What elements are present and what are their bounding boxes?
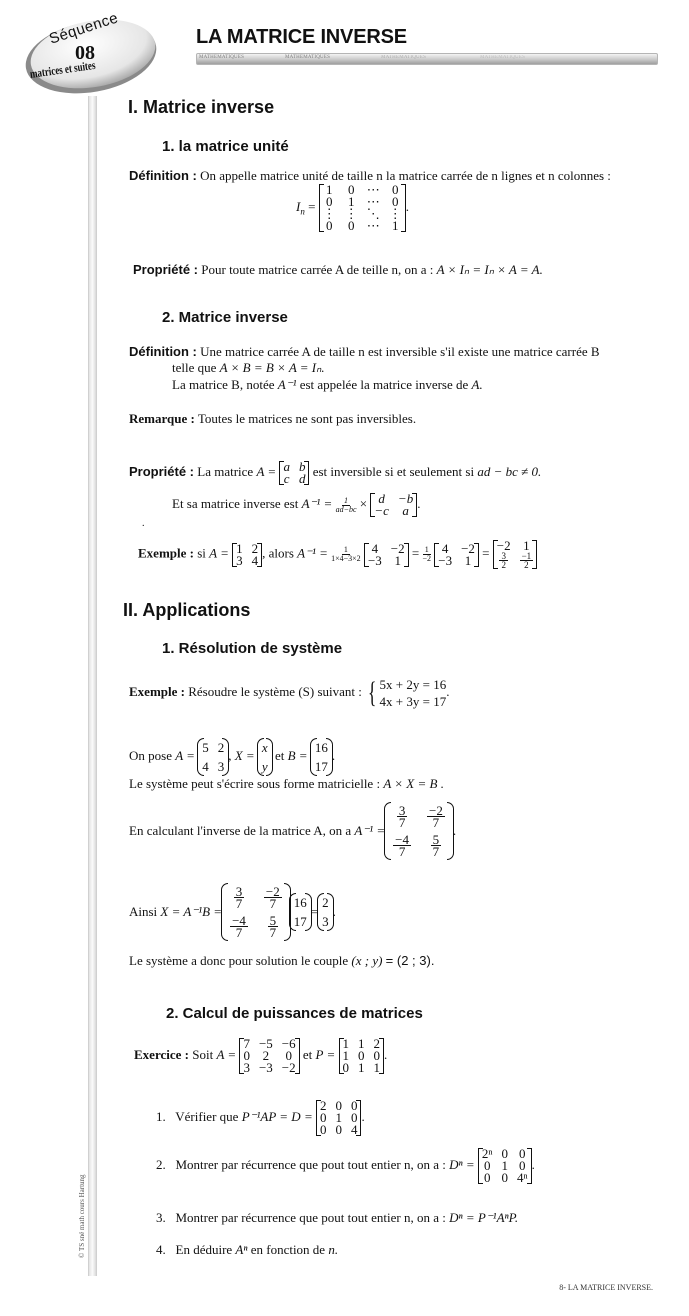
matrix-D	[316, 1100, 362, 1136]
definition-line3	[172, 377, 483, 393]
example-lhs: A⁻¹ =	[297, 545, 328, 561]
matrix-abcd	[279, 461, 309, 485]
header-bar-label: MATHEMATIQUES	[285, 55, 331, 60]
matrix-cell: 0	[519, 1146, 526, 1161]
logo-sequence-number: 08	[75, 42, 95, 64]
matrix-cell: $\frac{-1}{2}$	[521, 551, 532, 570]
definition-line2	[172, 360, 325, 376]
matrix-A-3x3	[239, 1038, 299, 1074]
header-bar-label: MATHEMATIQUES	[199, 55, 245, 60]
matrix-cell: −2	[281, 1060, 296, 1075]
matrix-cell: $\frac{3}{7}$	[398, 803, 406, 830]
matrix-cell: 0	[483, 1170, 491, 1185]
matrix-cell: 0	[391, 194, 399, 209]
system-equation: 4x + 3y = 17	[379, 694, 447, 709]
matrix-cell: −2	[461, 540, 475, 556]
matrix-cell: 3	[322, 914, 329, 929]
exercise-line: Exercice : Soit A = 7 −5 −6 0 2 0 3 −3 −2 et P = 1 1 2 1 0 0 0 1 1 .	[134, 1036, 388, 1075]
example-adjugate-matrix-2	[434, 540, 479, 568]
matrix-cell: −c	[374, 503, 389, 518]
definition-line2-text: telle que	[172, 360, 217, 375]
section-2-title: II. Applications	[123, 600, 251, 620]
definition-label: Définition :	[129, 344, 197, 359]
subsection-2-2-title: 2. Calcul de puissances de matrices	[166, 1005, 423, 1022]
fraction-denominator: 1×4−3×2	[331, 554, 361, 563]
fraction-denominator: ad−bc	[335, 504, 357, 514]
example-label: Exemple :	[138, 545, 194, 561]
matrix-cell: 4ⁿ	[517, 1170, 528, 1185]
section-1-title: I. Matrice inverse	[128, 97, 275, 117]
header-bar-label: MATHEMATIQUES	[381, 55, 427, 60]
matrix-cell: $\frac{5}{7}$	[432, 832, 440, 859]
matrix-cell: 3	[243, 1060, 250, 1075]
property-label: Propriété :	[129, 463, 195, 479]
matrix-cell: 2	[319, 1098, 327, 1113]
item-text: Vérifier que	[175, 1108, 239, 1124]
property-inverse-2x2	[129, 461, 541, 485]
matrix-cell: b	[298, 459, 306, 474]
exercise-pre: Soit	[192, 1046, 214, 1062]
matrix-cell: 1	[342, 1036, 349, 1051]
A-label: A =	[216, 1046, 237, 1062]
matrix-cell: 5	[202, 740, 209, 755]
matrix-cell: −3	[367, 552, 382, 568]
inverse-formula-line: Et sa matrice inverse est A⁻¹ = $\frac{1}{ad-bc}$ × d −b −c a .	[172, 491, 421, 518]
example-pre: si	[197, 545, 206, 561]
matrix-cell: 0	[501, 1170, 508, 1185]
brace-icon: {	[368, 676, 377, 709]
inverse-pre: Et sa matrice inverse est	[172, 495, 299, 511]
exercise-item-1: 1. Vérifier que P⁻¹AP = D = 2 0 0 0 1 0 0 0 4 .	[156, 1098, 365, 1137]
item-number: 1.	[156, 1108, 166, 1124]
item-number: 4.	[156, 1242, 166, 1257]
example-adjugate-matrix	[364, 540, 409, 568]
matrix-D-power-n	[478, 1148, 532, 1184]
identity-sub: n	[300, 206, 305, 217]
matrix-cell: ⋱	[366, 206, 380, 221]
item-formula-2: n.	[328, 1242, 339, 1257]
matrix-cell: 2	[251, 540, 259, 556]
matrix-cell: 17	[293, 914, 307, 929]
matrix-cell: 0	[325, 194, 333, 209]
property-identity	[133, 262, 543, 278]
matrix-cell: $\frac{-2}{7}$	[265, 884, 280, 911]
matrix-cell: 1	[391, 218, 399, 233]
matrix-cell: ⋯	[366, 218, 380, 233]
matrix-cell: 1	[523, 538, 530, 553]
property-post: est inversible si et seulement si	[312, 463, 475, 479]
matrix-cell: 16	[293, 895, 307, 910]
sequence-logo	[20, 9, 158, 94]
X-label: X =	[234, 747, 255, 763]
identity-matrix-formula: $I_n$ = 1 0 ⋯ 0 0 1 ⋯ 0 ⋮ ⋮ ⋱ ⋮ 0 0 ⋯ 1 .	[296, 182, 409, 233]
example-inverse: Exemple : si A = 1 2 3 4 , alors A⁻¹ = $\frac{1}{1\times 4-3\times 2}$ 4 −2 −3 1 = $\frac{1}{-2}$ 4 −2 −3 1 = −2 1 $\frac{3}{2}$ $\frac{-1}{2}$	[138, 540, 537, 569]
item-text: En déduire	[175, 1242, 233, 1257]
inverse-text: En calculant l'inverse de la matrice A, on a	[129, 823, 352, 838]
matrix-cell: 0	[350, 1098, 358, 1113]
property-A: A =	[256, 463, 277, 479]
stray-dot: .	[142, 518, 145, 529]
matrix-cell: −5	[258, 1036, 273, 1051]
matrix-cell: 2ⁿ	[481, 1146, 493, 1161]
pose-pre: On pose	[129, 747, 172, 763]
matrix-cell: 4	[441, 540, 449, 556]
matrix-A-inverse	[385, 802, 453, 860]
matrix-cell: 2	[373, 1036, 380, 1051]
example-label: Exemple :	[129, 683, 185, 699]
matrix-cell: ⋯	[366, 182, 380, 197]
matrix-cell: y	[261, 759, 268, 774]
vector-B	[311, 738, 332, 776]
matrix-cell: 1	[236, 540, 243, 556]
definition-line2-formula: A × B = B × A = Iₙ.	[219, 360, 325, 375]
matrix-cell: 3	[217, 759, 225, 774]
property-pre: La matrice	[197, 463, 254, 479]
fraction-denominator: −2	[422, 554, 431, 563]
matrix-cell: 1	[394, 552, 401, 568]
identity-lhs: I	[296, 198, 301, 214]
matrix-cell: a	[283, 459, 290, 474]
B-label: B =	[287, 747, 308, 763]
matrix-form-formula: A × X = B .	[383, 776, 444, 791]
conclusion-couple: (x ; y)	[351, 953, 383, 968]
matrix-cell: 0	[483, 1158, 491, 1173]
matrix-cell: 0	[358, 1048, 365, 1063]
matrix-cell: 1	[342, 1048, 349, 1063]
matrix-cell: ⋮	[322, 206, 336, 221]
item-number: 2.	[156, 1156, 166, 1172]
system-example: Exemple : Résoudre le système (S) suivant : { 5x + 2y = 16 4x + 3y = 17 .	[129, 676, 450, 709]
et-text: et	[302, 1046, 313, 1062]
side-credit: © TS sné math cours Hartung	[78, 1174, 86, 1258]
matrix-cell: 1	[347, 194, 355, 209]
matrix-cell: a	[402, 503, 409, 518]
remark-text: Toutes le matrices ne sont pas inversibles.	[197, 411, 417, 426]
matrix-cell: $\frac{-4}{7}$	[395, 832, 409, 859]
times-sign: ×	[359, 495, 368, 511]
matrix-cell: 0	[319, 1110, 327, 1125]
page-footer: 8- LA MATRICE INVERSE.	[559, 1283, 653, 1292]
inverse-lhs: A⁻¹ =	[301, 495, 333, 511]
matrix-cell: −2	[496, 538, 511, 553]
item-formula: Dⁿ = P⁻¹AⁿP.	[449, 1210, 519, 1225]
matrix-cell: −2	[390, 540, 405, 556]
matrix-cell: ⋮	[344, 206, 358, 221]
linear-system	[380, 676, 447, 710]
matrix-cell: x	[261, 740, 268, 755]
matrix-cell: 0	[501, 1146, 508, 1161]
inverse-fraction	[336, 497, 357, 514]
item-text: Montrer par récurrence que pout tout entier n, on a :	[175, 1210, 446, 1225]
matrix-cell: 2	[262, 1048, 270, 1063]
definition-line3-formula: A⁻¹	[277, 377, 297, 392]
matrix-cell: 1	[464, 552, 472, 568]
fraction-numerator: 1	[344, 495, 349, 505]
example-text: Résoudre le système (S) suivant :	[188, 683, 362, 699]
matrix-cell: −b	[397, 491, 414, 506]
matrix-inverse-abcd	[370, 493, 417, 517]
matrix-cell: −3	[258, 1060, 273, 1075]
matrix-cell: 1	[501, 1158, 508, 1173]
item-number: 3.	[156, 1210, 166, 1225]
matrix-cell: 4	[350, 1122, 358, 1137]
matrix-cell: 0	[391, 182, 399, 197]
system-equation: 5x + 2y = 16	[379, 677, 447, 692]
header-bar	[196, 53, 658, 65]
vector-X	[258, 738, 272, 776]
matrix-cell: 16	[314, 740, 328, 755]
identity-matrix	[319, 184, 406, 232]
definition-line3-end: A.	[471, 377, 483, 392]
example-result-matrix	[493, 540, 537, 569]
matrix-cell: 1	[325, 182, 333, 197]
inverse-lhs: A⁻¹ =	[354, 823, 386, 838]
matrix-cell: 0	[285, 1048, 292, 1063]
matrix-cell: 1	[373, 1060, 380, 1075]
document-title: LA MATRICE INVERSE	[196, 26, 407, 48]
matrix-cell: 1	[335, 1110, 342, 1125]
matrix-cell: ⋯	[366, 194, 380, 209]
matrix-cell: 1	[358, 1036, 365, 1051]
example-fraction-2	[422, 546, 431, 563]
P-label: P =	[315, 1046, 336, 1062]
matrix-form-text: Le système peut s'écrire sous forme matricielle :	[129, 776, 381, 791]
conclusion-value: = (2 ; 3).	[385, 953, 435, 968]
matrix-cell: −3	[438, 552, 453, 568]
exercise-label: Exercice :	[134, 1046, 189, 1062]
inverse-A-line: En calculant l'inverse de la matrice A, on a A⁻¹ = $\frac{3}{7}$ $\frac{-2}{7}$ $\frac{-4}{7}$ $\frac{5}{7}$ .	[129, 803, 457, 859]
ainsi-formula: X = A⁻¹B =	[160, 904, 223, 919]
matrix-cell: $\frac{3}{2}$	[501, 551, 506, 570]
et-text: et	[274, 747, 285, 763]
result-vector	[318, 893, 333, 931]
matrix-cell: 0	[373, 1048, 380, 1063]
definition-label: Définition :	[129, 168, 197, 183]
header-bar-label: MATHEMATIQUES	[480, 55, 526, 60]
matrix-cell: $\frac{-2}{7}$	[429, 803, 443, 830]
matrix-cell: 0	[347, 218, 355, 233]
matrix-cell: $\frac{3}{7}$	[235, 884, 243, 911]
matrix-cell: 0	[243, 1048, 250, 1063]
matrix-cell: c	[283, 471, 290, 486]
matrix-cell: 4	[202, 759, 209, 774]
item-text: Montrer par récurrence que pout tout entier n, on a :	[175, 1156, 446, 1172]
matrix-form-line	[129, 776, 444, 792]
exercise-item-2: 2. Montrer par récurrence que pout tout entier n, on a : Dⁿ = 2ⁿ 0 0 0 1 0 0 0 4ⁿ .	[156, 1146, 535, 1185]
definition-line3-post: est appelée la matrice inverse de	[299, 377, 469, 392]
matrix-cell: ⋮	[388, 206, 402, 221]
matrix-A-inverse	[222, 883, 290, 941]
logo-sequence-word: Séquence	[47, 9, 121, 48]
example-mid: , alors	[262, 545, 294, 561]
item-formula: Dⁿ =	[449, 1156, 475, 1172]
property-text: Pour toute matrice carrée A de teille n, on a :	[201, 262, 434, 277]
item-formula: Aⁿ	[235, 1242, 248, 1257]
matrix-cell: 4	[371, 540, 379, 556]
matrix-cell: 1	[358, 1060, 365, 1075]
side-rail	[88, 96, 97, 1276]
item-formula: P⁻¹AP = D =	[241, 1108, 313, 1124]
example-matrix	[232, 540, 262, 568]
property-formula: A × Iₙ = Iₙ × A = A.	[436, 262, 543, 277]
fraction-numerator: 1	[424, 545, 429, 554]
matrix-cell: 0	[335, 1098, 342, 1113]
property-condition: ad − bc ≠ 0.	[477, 463, 542, 479]
matrix-cell: $\frac{5}{7}$	[269, 913, 277, 940]
definition-inverse	[129, 344, 600, 360]
matrix-cell: 0	[347, 182, 355, 197]
matrix-cell: 0	[335, 1122, 342, 1137]
matrix-cell: 0	[519, 1158, 526, 1173]
matrix-cell: 0	[350, 1110, 358, 1125]
ainsi-line: Ainsi X = A⁻¹B = $\frac{3}{7}$ $\frac{-2}{7}$ $\frac{-4}{7}$ $\frac{5}{7}$ 16 17 = 2 3 .	[129, 884, 336, 940]
matrix-cell: 2	[217, 740, 225, 755]
item-text-2: en fonction de	[250, 1242, 326, 1257]
logo-subtitle: matrices et suites	[28, 57, 97, 81]
fraction-numerator: 1	[343, 545, 348, 554]
example-fraction-1	[331, 546, 361, 563]
ainsi-text: Ainsi	[129, 904, 158, 919]
A-label: A =	[175, 747, 195, 763]
matrix-P	[339, 1038, 385, 1074]
matrix-cell: 17	[314, 759, 328, 774]
matrix-cell: 4	[251, 552, 259, 568]
example-A: A =	[209, 545, 229, 561]
pose-line: On pose A = 5 2 4 3 , X = x y et B = 16 17 .	[129, 740, 336, 774]
subsection-1-1-title: 1. la matrice unité	[162, 138, 289, 155]
property-label: Propriété :	[133, 262, 199, 277]
matrix-cell: d	[298, 471, 306, 486]
matrix-A	[198, 738, 228, 776]
definition-line1: Une matrice carrée A de taille n est inversible s'il existe une matrice carrée B	[200, 344, 600, 359]
matrix-cell: 3	[236, 552, 243, 568]
matrix-cell: d	[378, 491, 385, 506]
matrix-cell: −6	[281, 1036, 296, 1051]
remark	[129, 411, 416, 427]
matrix-cell: 7	[243, 1036, 250, 1051]
matrix-cell: $\frac{-4}{7}$	[232, 913, 246, 940]
matrix-cell: 2	[322, 895, 329, 910]
matrix-cell: 0	[319, 1122, 327, 1137]
exercise-item-3	[156, 1210, 518, 1226]
conclusion-text: Le système a donc pour solution le couple	[129, 953, 349, 968]
matrix-cell: 0	[342, 1060, 349, 1075]
exercise-item-4	[156, 1242, 338, 1258]
remark-label: Remarque :	[129, 411, 195, 426]
subsection-2-1-title: 1. Résolution de système	[162, 640, 343, 657]
vector-B	[290, 893, 311, 931]
subsection-1-2-title: 2. Matrice inverse	[162, 309, 288, 326]
definition-text: On appelle matrice unité de taille n la matrice carrée de n lignes et n colonnes :	[200, 168, 611, 183]
definition-line3-pre: La matrice B, notée	[172, 377, 275, 392]
matrix-cell: 0	[325, 218, 333, 233]
conclusion-line	[129, 953, 434, 969]
